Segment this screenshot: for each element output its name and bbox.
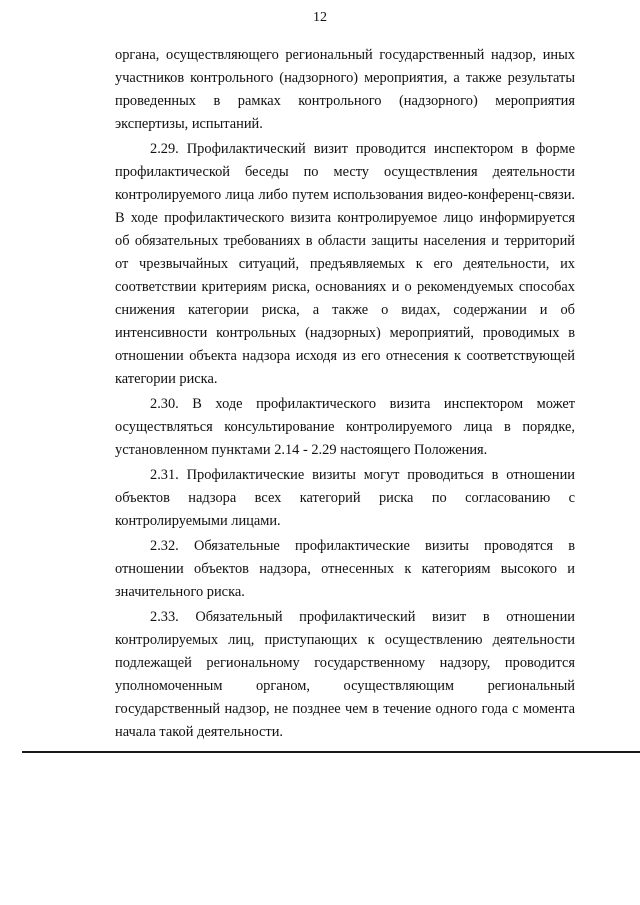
paragraph-2-31: 2.31. Профилактические визиты могут проводиться в отношении объектов надзора всех категорий риска по согласованию с контролируемыми лицами. (115, 467, 575, 529)
paragraph-continuation: органа, осуществляющего региональный государственный надзор, иных участников контрольного (надзорного) мероприятия, а также результаты проведенных в рамках контрольного (надзорного) мероприятия экспертизы, испытаний. (115, 47, 575, 132)
paragraph-2-29: 2.29. Профилактический визит проводится инспектором в форме профилактической беседы по месту осуществления деятельности контролируемого лица либо путем использования видео-конференц-связи. В ходе профилактического визита контролируемое лицо информируется об обязательных требованиях в области защиты населения и территорий от чрезвычайных ситуаций, предъявляемых к его деятельности, их соответствии критериям риска, основаниях и о рекомендуемых способах снижения категории риска, а также о видах, содержании и об интенсивности контрольных (надзорных) мероприятий, проводимых в отношении объекта надзора исходя из его отнесения к соответствующей категории риска. (115, 141, 575, 387)
paragraph-2-33: 2.33. Обязательный профилактический визит в отношении контролируемых лиц, приступающих к осуществлению деятельности подлежащей региональному государственному надзору, проводится уполномоченным органом, осуществляющим региональный государственный надзор, не позднее чем в течение одного года с момента начала такой деятельности. (115, 609, 575, 740)
bottom-divider (22, 751, 640, 753)
page-number: 12 (313, 10, 327, 25)
document-body (115, 44, 575, 746)
paragraph-2-30: 2.30. В ходе профилактического визита инспектором может осуществляться консультирование контролируемого лица в порядке, установленном пунктами 2.14 - 2.29 настоящего Положения. (115, 396, 575, 458)
paragraph-2-32: 2.32. Обязательные профилактические визиты проводятся в отношении объектов надзора, отнесенных к категориям высокого и значительного риска. (115, 538, 575, 600)
